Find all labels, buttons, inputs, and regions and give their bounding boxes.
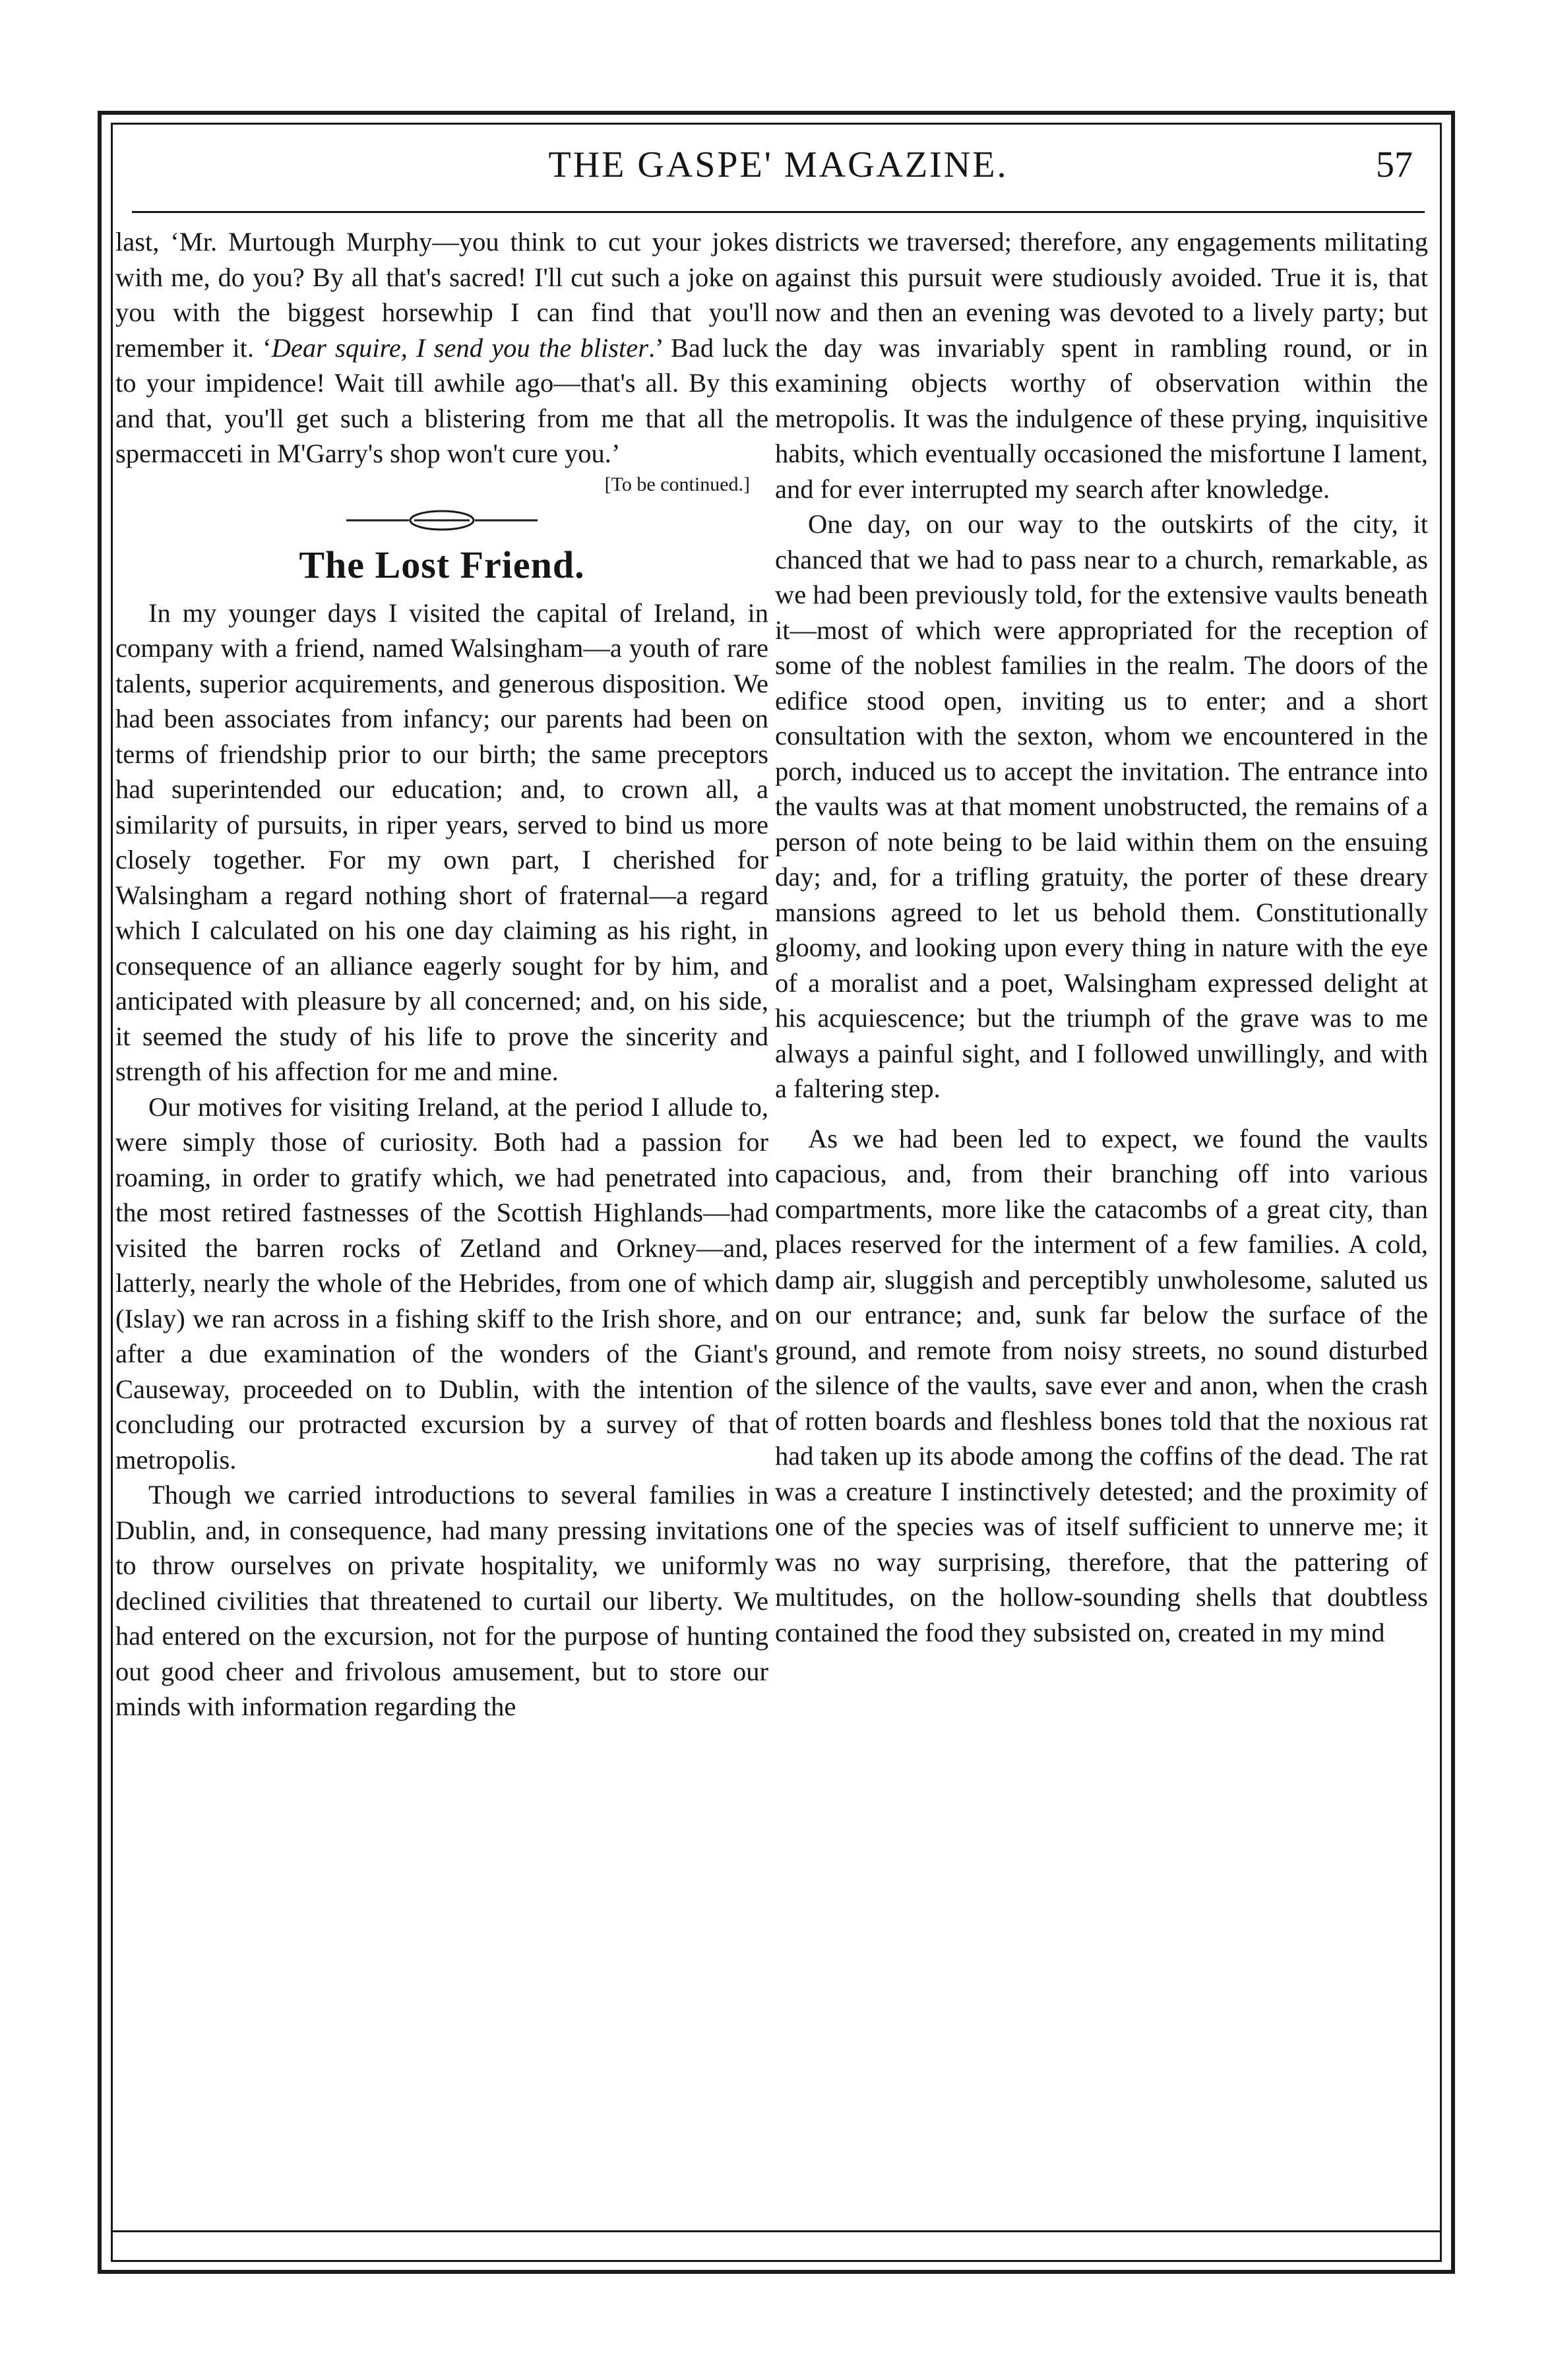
to-be-continued-note: [To be continued.] [604, 473, 750, 495]
section-divider-ornament [343, 504, 541, 536]
article-title: The Lost Friend. [299, 543, 585, 586]
paragraph: districts we traversed; therefore, any engagements militating against this pursuit were studiously avoided. True it is, that now and then an evening was devoted to a lively party; but the day was invariably spent in rambling round, or in examining objects worthy of observation within the metropolis. It was the indulgence of these prying, inquisitive habits, which eventually occasioned the misfortune I lament, and for ever interrupted my search after knowledge. [775, 227, 1428, 504]
paragraph: Though we carried introductions to several families in Dublin, and, in consequence, had many pressing invitations to throw ourselves on private hospitality, we uniformly declined civilities that threatened to curtail our liberty. We had entered on the excursion, not for the purpose of hunting out good cheer and frivolous amusement, but to store our minds with information regarding the [115, 1480, 768, 1721]
continued-paragraph [115, 224, 768, 472]
page-header [132, 138, 1425, 198]
page-number: 57 [1376, 144, 1413, 185]
bottom-rule [111, 2230, 1442, 2232]
paragraph: Our motives for visiting Ireland, at the period I allude to, were simply those of curiosity. Both had a passion for roaming, in order to gratify which, we had penetrated into the most retired fastnesses of the Scottish Highlands—had visited the barren rocks of Zetland and Orkney—and, latterly, nearly the whole of the Hebrides, from one of which (Islay) we ran across in a fishing skiff to the Irish shore, and after a due examination of the wonders of the Giant's Causeway, proceeded on to Dublin, with the intention of concluding our protracted excursion by a survey of that metropolis. [115, 1091, 768, 1475]
continued-text: last, ‘Mr. Murtough Murphy—you think to cut your jokes with me, do you? By all that's sacred! I'll cut such a joke on you with the biggest horsewhip I can find that you'll remember it. ‘ [115, 227, 768, 363]
paragraph: In my younger days I visited the capital of Ireland, in company with a friend, named Walsingham—a youth of rare talents, superior acquirements, and generous disposition. We had been associates from infancy; our parents had been on terms of friendship prior to our birth; the same preceptors had superintended our education; and, to crown all, a similarity of pursuits, in riper years, served to bind us more closely together. For my own part, I cherished for Walsingham a regard nothing short of fraternal—a regard which I calculated on his one day claiming as his right, in consequence of an alliance eagerly sought for by him, and anticipated with pleasure by all concerned; and, on his side, it seemed the study of his life to prove the sincerity and strength of his affection for me and mine. [115, 597, 768, 1086]
paragraph: One day, on our way to the outskirts of the city, it chanced that we had to pass near to a church, remarkable, as we had been previously told, for the extensive vaults beneath it—most of which were appropriated for the reception of some of the noblest families in the realm. The doors of the edifice stood open, inviting us to enter; and a short consultation with the sexton, whom we encountered in the porch, induced us to accept the invitation. The entrance into the vaults was at that moment unobstructed, the remains of a person of note being to be laid within them on the ensuing day; and, for a trifling gratuity, the porter of these dreary mansions agreed to let us behold them. Constitutionally gloomy, and looking upon every thing in nature with the eye of a moralist and a poet, Walsingham expressed delight at his acquiescence; but the triumph of the grave was to me always a painful sight, and I followed unwillingly, and with a faltering step. [775, 509, 1428, 1103]
paragraph: As we had been led to expect, we found the vaults capacious, and, from their branching off into various compartments, more like the catacombs of a great city, than places reserved for the interment of a few families. A cold, damp air, sluggish and perceptibly unwholesome, saluted us on our entrance; and, sunk far below the surface of the ground, and remote from noisy streets, no sound disturbed the silence of the vaults, save ever and anon, when the crash of rotten boards and fleshless bones told that the noxious rat had taken up its abode among the coffins of the dead. The rat was a creature I instinctively detested; and the proximity of one of the species was of itself sufficient to unnerve me; it was no way surprising, therefore, that the pattering of multitudes, on the hollow-sounding shells that doubtless contained the food they subsisted on, created in my mind [775, 1123, 1428, 1647]
continued-text-end: .’ Bad luck to your impidence! Wait till awhile ago—that's all. By this and that, you'll get such a blistering from me that all the spermacceti in M'Garry's shop won't cure you.’ [115, 332, 768, 468]
header-rule [132, 211, 1425, 213]
running-title: THE GASPE' MAGAZINE. [548, 144, 1008, 185]
left-column [115, 224, 768, 1724]
right-column [775, 224, 1428, 1650]
paragraph-gap [775, 1107, 1428, 1121]
quoted-italic-text: Dear squire, I send you the blister [271, 332, 649, 363]
